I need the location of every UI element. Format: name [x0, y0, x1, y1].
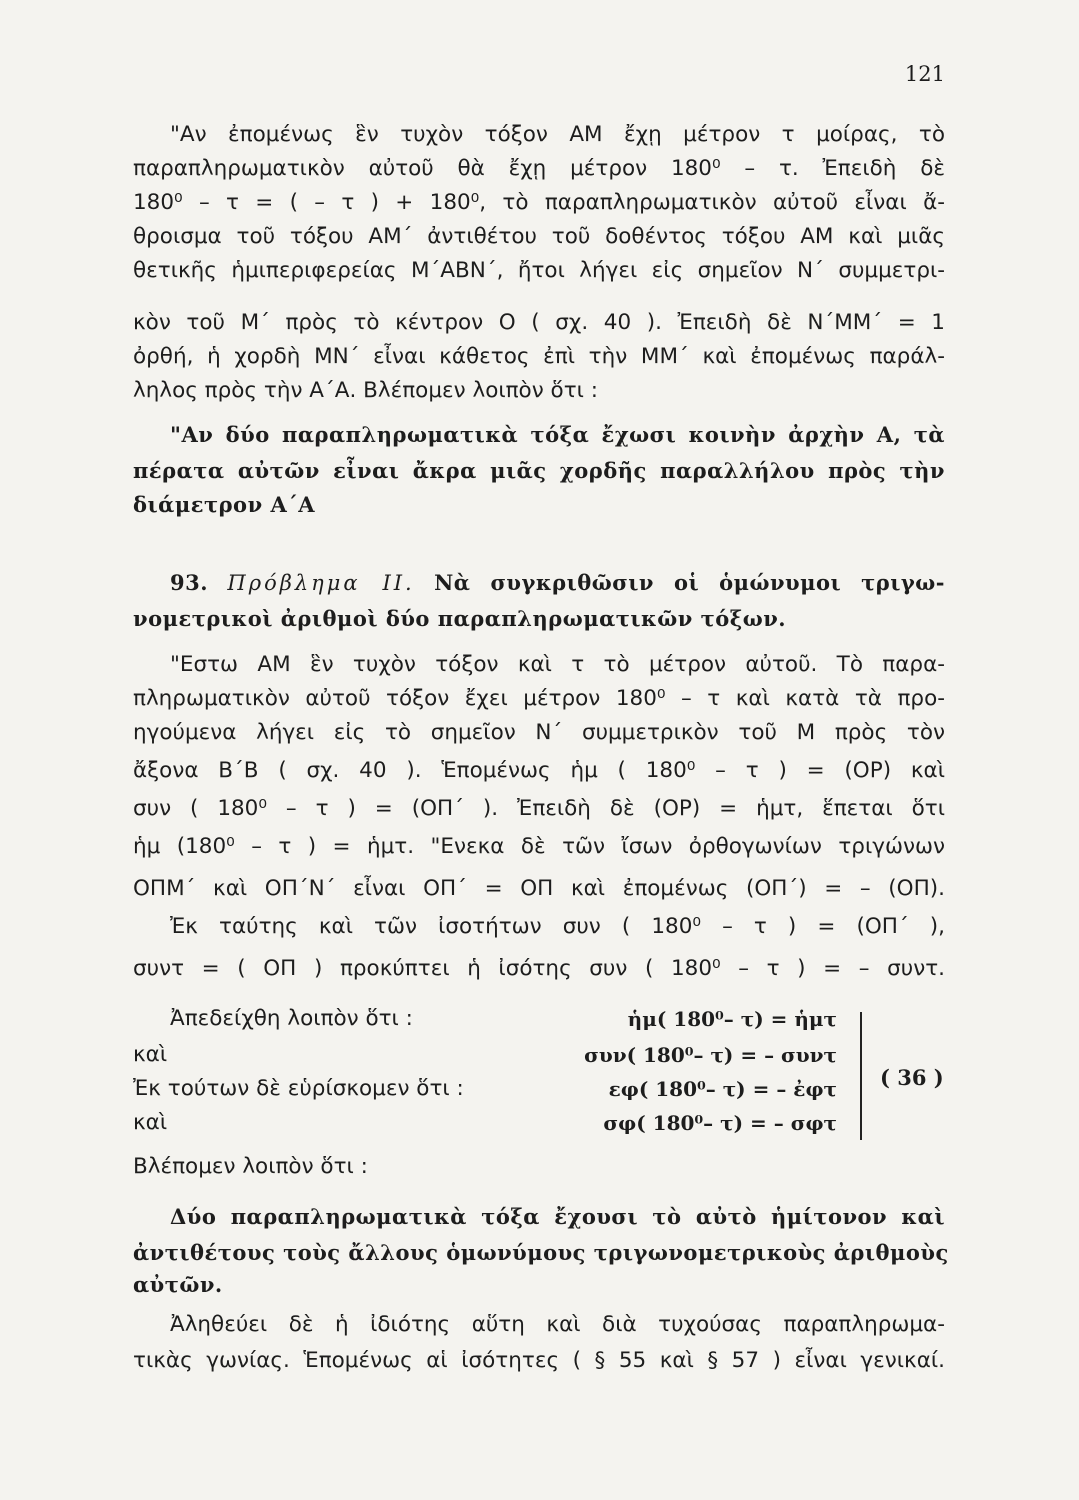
problem-heading — [170, 566, 945, 600]
formula-equation: εφ( 180⁰– τ) = – ἐφτ — [608, 1077, 837, 1101]
formula-equation: συν( 180⁰– τ) = – συντ — [584, 1043, 837, 1067]
text-line: τικὰς γωνίας. Ἑπομένως αἱ ἰσότητες ( § 55 καὶ § 57 ) εἶναι γενικαί. — [133, 1348, 945, 1373]
text-line: 180⁰ – τ = ( – τ ) + 180⁰, τὸ παραπληρωματικὸν αὐτοῦ εἶναι ἄ- — [133, 190, 945, 215]
text-line: ὀρθή, ἡ χορδὴ ΜΝ΄ εἶναι κάθετος ἐπὶ τὴν ΜΜ΄ καὶ ἐπομένως παράλ- — [133, 344, 945, 369]
text-line: παραπληρωματικὸν αὐτοῦ θὰ ἔχῃ μέτρον 180⁰ – τ. Ἐπειδὴ δὲ — [133, 156, 945, 181]
text-line: συντ = ( ΟΠ ) προκύπτει ἡ ἰσότης συν ( 180⁰ – τ ) = – συντ. — [133, 956, 945, 981]
text-line: συν ( 180⁰ – τ ) = (ΟΠ΄ ). Ἐπειδὴ δὲ (ΟΡ) = ἡμτ, ἕπεται ὅτι — [133, 796, 945, 821]
text-line: ηγούμενα λήγει εἰς τὸ σημεῖον Ν΄ συμμετρικὸν τοῦ Μ πρὸς τὸν — [133, 720, 945, 745]
text-line: θροισμα τοῦ τόξου ΑΜ΄ ἀντιθέτου τοῦ δοθέντος τόξου ΑΜ καὶ μιᾶς — [133, 224, 945, 249]
formula-row — [133, 1072, 873, 1106]
formula-label: καὶ — [133, 1110, 168, 1135]
theorem-line: ἀντιθέτους τοὺς ἄλλους ὁμωνύμους τριγωνομετρικοὺς ἀριθμοὺς — [133, 1240, 949, 1265]
theorem-line: αὐτῶν. — [133, 1272, 223, 1297]
formula-brace — [860, 1012, 862, 1140]
theorem-line: Δύο παραπληρωματικὰ τόξα ἔχουσι τὸ αὐτὸ ἡμίτονον καὶ — [170, 1204, 945, 1229]
formula-equation: σφ( 180⁰– τ) = – σφτ — [603, 1111, 837, 1135]
text-line: ἄξονα Β΄Β ( σχ. 40 ). Ἑπομένως ἡμ ( 180⁰ – τ ) = (ΟΡ) καὶ — [133, 758, 945, 783]
text-line: κὸν τοῦ Μ΄ πρὸς τὸ κέντρον Ο ( σχ. 40 ). Ἐπειδὴ δὲ Ν΄ΜΜ΄ = 1 — [133, 310, 945, 335]
page-number: 121 — [904, 62, 945, 86]
formula-equation: ἡμ( 180⁰– τ) = ἡμτ — [627, 1007, 837, 1031]
theorem-line: πέρατα αὐτῶν εἶναι ἄκρα μιᾶς χορδῆς παραλλήλου πρὸς τὴν — [133, 458, 945, 483]
problem-title-cont: νομετρικοὶ ἀριθμοὶ δύο παραπληρωματικῶν τόξων. — [133, 606, 787, 631]
problem-number: 93. — [170, 570, 209, 595]
text-line: ἡμ (180⁰ – τ ) = ἡμτ. "Ενεκα δὲ τῶν ἴσων ὀρθογωνίων τριγώνων — [133, 834, 945, 859]
text-line: θετικῆς ἡμιπεριφερείας Μ΄ΑΒΝ΄, ἤτοι λήγει εἰς σημεῖον Ν΄ συμμετρι- — [133, 258, 945, 283]
text-line: πληρωματικὸν αὐτοῦ τόξον ἔχει μέτρον 180⁰ – τ καὶ κατὰ τὰ προ- — [133, 686, 945, 711]
text-line: "Αν ἐπομένως ἓν τυχὸν τόξον ΑΜ ἔχῃ μέτρον τ μοίρας, τὸ — [170, 122, 945, 147]
problem-label: Πρόβλημα ΙΙ. — [227, 571, 415, 595]
formula-label: Ἐκ τούτων δὲ εὑρίσκομεν ὅτι : — [133, 1076, 464, 1101]
problem-title: Νὰ συγκριθῶσιν οἱ ὁμώνυμοι τριγω- — [434, 570, 945, 595]
formula-label: Ἀπεδείχθη λοιπὸν ὅτι : — [170, 1006, 413, 1031]
text-line: "Εστω ΑΜ ἓν τυχὸν τόξον καὶ τ τὸ μέτρον αὐτοῦ. Τὸ παρα- — [170, 652, 945, 677]
text-line: Βλέπομεν λοιπὸν ὅτι : — [133, 1154, 368, 1179]
text-line: Ἀληθεύει δὲ ἡ ἰδιότης αὕτη καὶ διὰ τυχούσας παραπληρωμα- — [170, 1312, 945, 1337]
text-line: ληλος πρὸς τὴν Α΄Α. Βλέπομεν λοιπὸν ὅτι : — [133, 378, 599, 403]
formula-row — [133, 1002, 873, 1036]
text-line: ΟΠΜ΄ καὶ ΟΠ΄Ν΄ εἶναι ΟΠ΄ = ΟΠ καὶ ἐπομένως (ΟΠ΄) = – (ΟΠ). — [133, 876, 945, 901]
formula-label: καὶ — [133, 1042, 168, 1067]
equation-number: ( 36 ) — [880, 1065, 944, 1090]
formula-row — [133, 1038, 873, 1072]
formula-row — [133, 1106, 873, 1140]
theorem-line: διάμετρον Α΄Α — [133, 492, 316, 517]
text-line: Ἐκ ταύτης καὶ τῶν ἰσοτήτων συν ( 180⁰ – τ ) = (ΟΠ΄ ), — [170, 914, 945, 939]
theorem-line: "Αν δύο παραπληρωματικὰ τόξα ἔχωσι κοινὴν ἀρχὴν Α, τὰ — [170, 422, 945, 447]
